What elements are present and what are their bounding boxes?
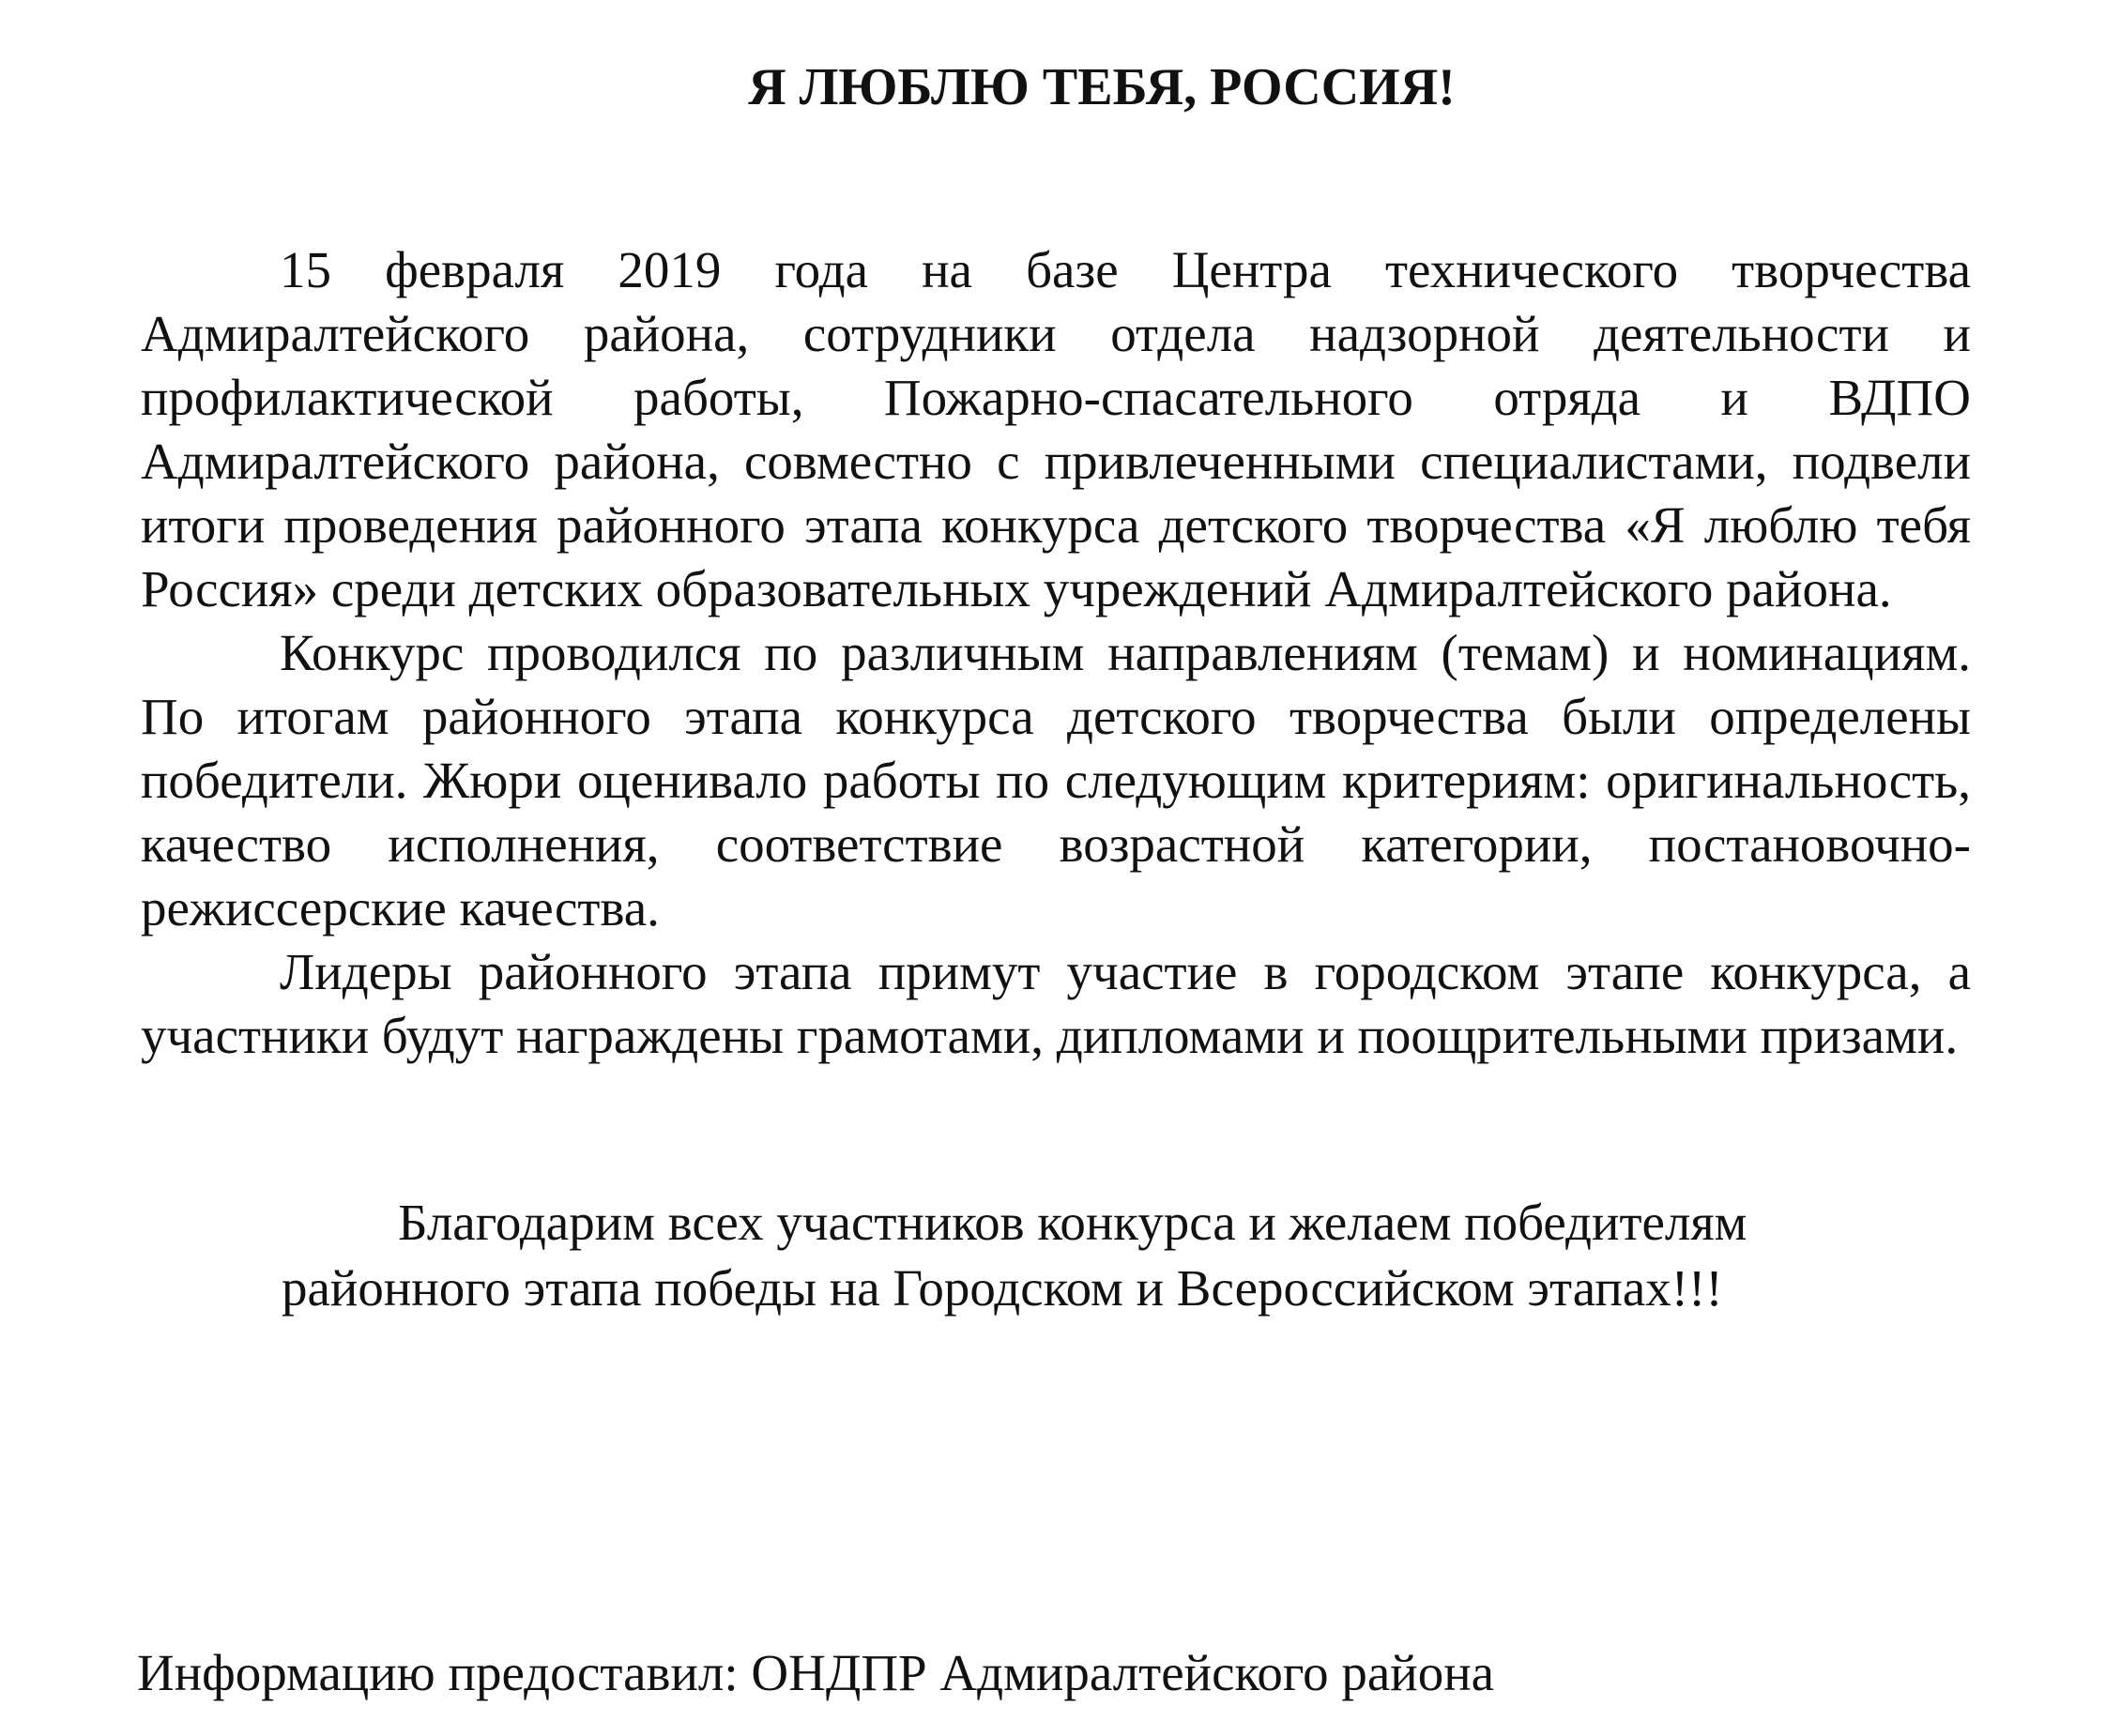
thanks-line-2: районного этапа победы на Городском и Всероссийском этапах!!! bbox=[282, 1259, 1723, 1317]
thanks-line-1: Благодарим всех участников конкурса и желаем победителям bbox=[398, 1194, 1747, 1251]
paragraph-leaders: Лидеры районного этапа примут участие в городском этапе конкурса, а участники будут награждены грамотами, дипломами и поощрительными призами. bbox=[141, 943, 1971, 1064]
thanks-block bbox=[282, 1190, 1877, 1321]
paragraph-intro: 15 февраля 2019 года на базе Центра технического творчества Адмиралтейского района, сотрудники отдела надзорной деятельности и профилактической работы, Пожарно-спасательного отряда и ВДПО Адмиралтейского района, совместно с привлеченными специалистами, подвели итоги проведения районного этапа конкурса детского творчества «Я люблю тебя Россия» среди детских образовательных учреждений Адмиралтейского района. bbox=[141, 241, 1971, 617]
paragraph-contest: Конкурс проводился по различным направлениям (темам) и номинациям. По итогам районного этапа конкурса детского творчества были определены победители. Жюри оценивало работы по следующим критериям: оригинальность, качество исполнения, соответствие возрастной категории, постановочно-режиссерские качества. bbox=[141, 624, 1971, 937]
document-body bbox=[141, 238, 1971, 1068]
document-title: Я ЛЮБЛЮ ТЕБЯ, РОССИЯ! bbox=[748, 58, 1456, 116]
source-credit: Информацию предоставил: ОНДПР Адмиралтейского района bbox=[137, 1644, 1495, 1701]
